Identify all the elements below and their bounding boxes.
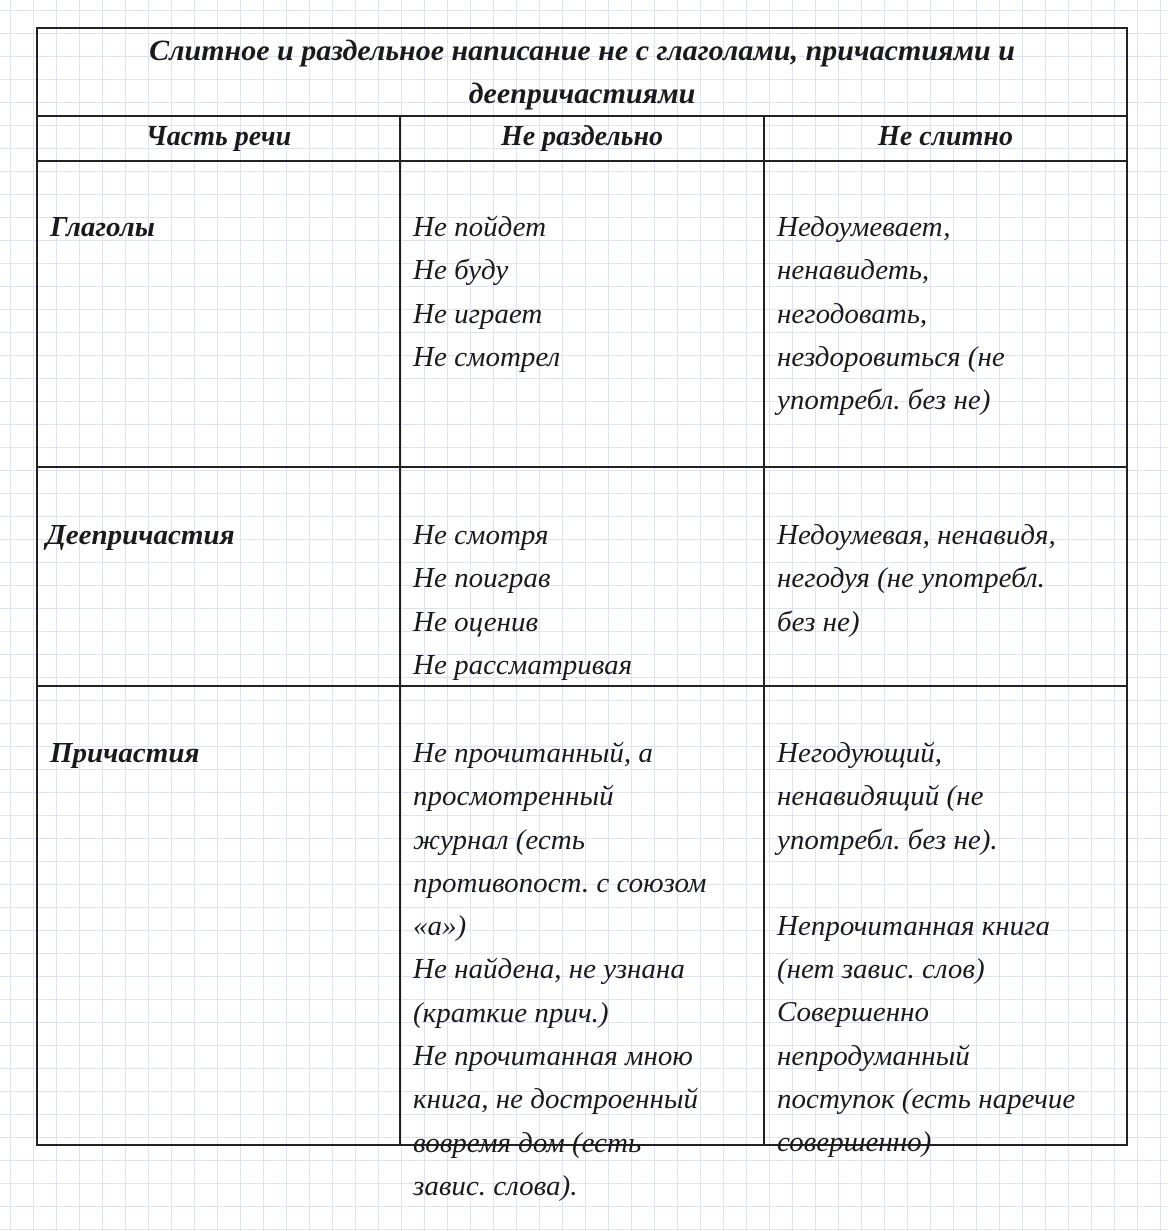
part-label-gerunds: Деепричастия (46, 519, 235, 551)
together-cell-gerunds (765, 468, 1126, 685)
together-example: негодуя (не употребл. (777, 562, 1045, 595)
together-example: Недоумевает, (777, 211, 951, 243)
together-cell-verbs (765, 162, 1126, 466)
together-example: (нет завис. слов) (777, 953, 985, 986)
separate-example: Не рассматривая (413, 648, 633, 681)
spacer (777, 862, 1116, 905)
together-example: негодовать, (777, 297, 928, 330)
separate-cell-participles (401, 687, 765, 1202)
separate-example: вовремя дом (есть (413, 1126, 642, 1159)
separate-example: просмотренный (413, 780, 614, 813)
separate-example: Не найдена, не узнана (413, 953, 685, 986)
together-example: употребл. без не). (777, 823, 998, 856)
together-example: совершенно) (777, 1126, 932, 1159)
separate-example: Не прочитанный, а (413, 737, 653, 769)
part-cell-verbs (38, 162, 401, 466)
table-title: Слитное и раздельное написание не с глаголами, причастиями и деепричастиями (38, 29, 1126, 117)
separate-example: Не поиграв (413, 562, 551, 595)
together-example: ненавидеть, (777, 254, 930, 287)
separate-example: Не буду (413, 254, 509, 287)
header-row (38, 117, 1126, 162)
separate-example: Не играет (413, 297, 543, 330)
part-cell-gerunds (38, 468, 401, 685)
together-cell-participles (765, 687, 1126, 1159)
separate-example: завис. слова). (413, 1169, 578, 1202)
together-example: Негодующий, (777, 737, 942, 769)
separate-example: Не прочитанная мною (413, 1040, 693, 1073)
together-example: употребл. без не) (777, 384, 991, 417)
separate-example: «а») (413, 910, 467, 943)
separate-example: Не пойдет (413, 211, 547, 243)
separate-example: Не смотря (413, 519, 549, 551)
table-row-participles (38, 687, 1126, 1202)
separate-example: противопост. с союзом (413, 866, 707, 899)
together-example: Совершенно (777, 996, 930, 1029)
table-row-gerunds (38, 468, 1126, 687)
together-example: ненавидящий (не (777, 780, 984, 813)
header-part-of-speech: Часть речи (38, 117, 401, 160)
rules-table (36, 27, 1128, 1202)
separate-cell-verbs (401, 162, 765, 466)
part-label-participles: Причастия (50, 737, 200, 769)
separate-example: (краткие прич.) (413, 996, 609, 1029)
header-together: Не слитно (878, 121, 1013, 152)
part-label-verbs: Глаголы (50, 211, 155, 243)
separate-example: Не смотрел (413, 340, 561, 373)
separate-cell-gerunds (401, 468, 765, 685)
separate-example: журнал (есть (413, 823, 585, 856)
together-example: непродуманный (777, 1039, 970, 1072)
together-example: Недоумевая, ненавидя, (777, 519, 1056, 551)
together-example: нездоровиться (не (777, 340, 1005, 373)
separate-example: Не оценив (413, 605, 539, 638)
together-example: поступок (есть наречие (777, 1083, 1076, 1116)
together-example: Непрочитанная книга (777, 909, 1050, 942)
together-example: без не) (777, 605, 860, 638)
part-cell-participles (38, 687, 401, 1144)
separate-example: книга, не достроенный (413, 1083, 699, 1116)
header-separate: Не раздельно (401, 117, 765, 160)
table-row-verbs (38, 162, 1126, 468)
